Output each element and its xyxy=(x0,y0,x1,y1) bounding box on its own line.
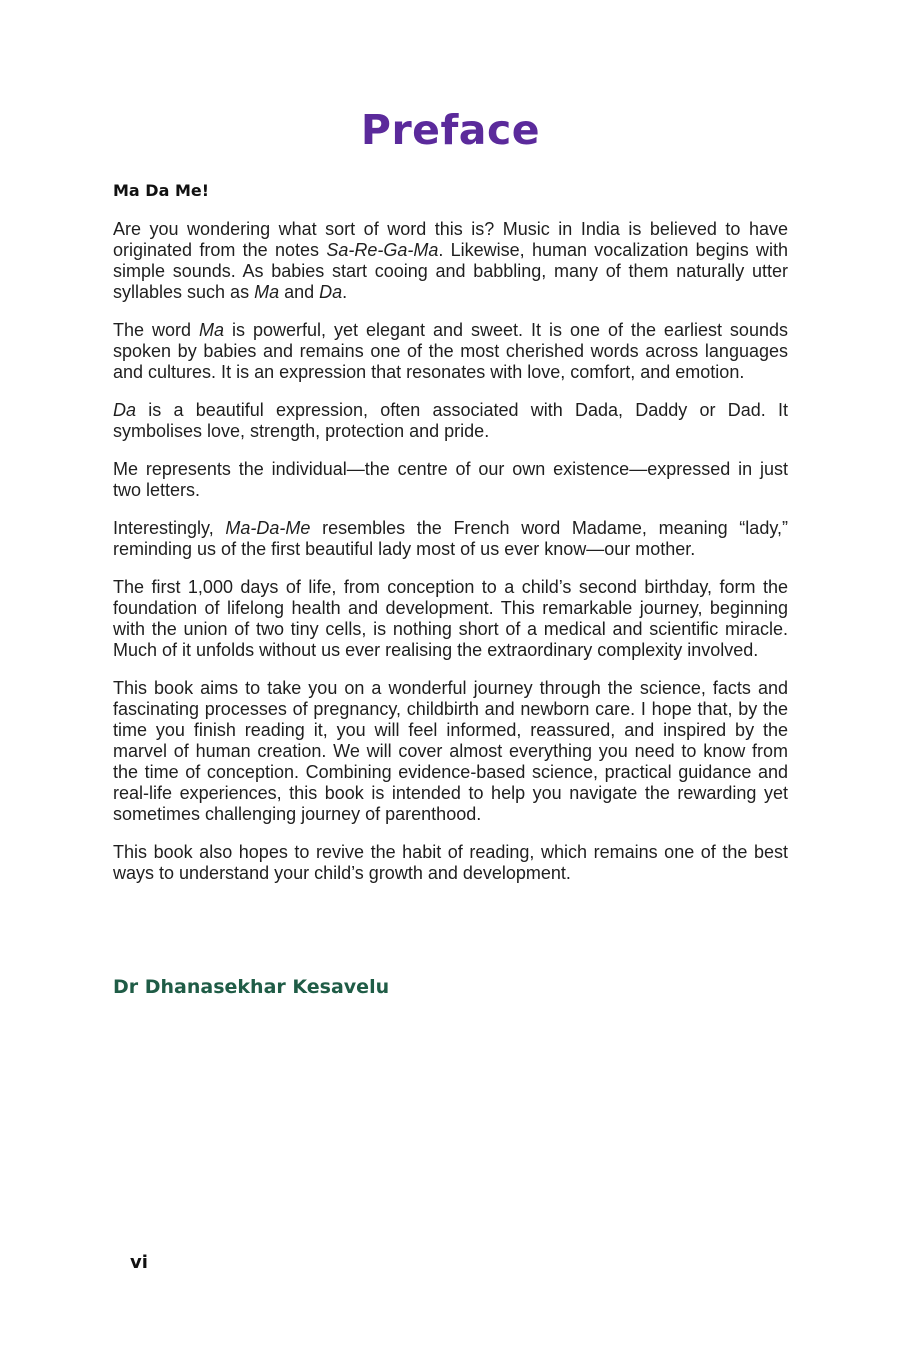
text-run: The word xyxy=(113,320,199,340)
body-paragraph xyxy=(113,842,788,884)
text-run: Interestingly, xyxy=(113,518,226,538)
body-paragraph xyxy=(113,678,788,825)
body-paragraph xyxy=(113,518,788,560)
body-paragraph xyxy=(113,219,788,303)
preface-body xyxy=(113,219,788,901)
text-run: The first 1,000 days of life, from conception to a child’s second birthday, form the foundation of lifelong health and development. This remarkable journey, beginning with the union of two tiny cells, is nothing short of a medical and scientific miracle. Much of it unfolds without us ever realising the extraordinary complexity involved. xyxy=(113,577,788,660)
section-subheading: Ma Da Me! xyxy=(113,181,210,200)
text-run: Are you wondering what sort of word this is? Music in India is believed to have originated from the notes xyxy=(113,219,788,260)
page-title: Preface xyxy=(360,106,541,154)
body-paragraph xyxy=(113,400,788,442)
text-run: Me represents the individual—the centre of our own existence—expressed in just two letters. xyxy=(113,459,788,500)
text-run: and xyxy=(279,282,320,302)
text-run: . xyxy=(342,282,348,302)
body-paragraph xyxy=(113,577,788,661)
text-run: is a beautiful expression, often associated with Dada, Daddy or Dad. It symbolises love, strength, protection and pride. xyxy=(113,400,788,441)
italic-term: Ma-Da-Me xyxy=(225,518,311,538)
italic-term: Ma xyxy=(198,320,224,340)
text-run: This book aims to take you on a wonderful journey through the science, facts and fascinating processes of pregnancy, childbirth and newborn care. I hope that, by the time you finish reading it, you will feel informed, reassured, and inspired by the marvel of human creation. We will cover almost everything you need to know from the time of conception. Combining evidence-based science, practical guidance and real-life experiences, this book is intended to help you navigate the rewarding yet sometimes challenging journey of parenthood. xyxy=(113,678,788,824)
page-number: vi xyxy=(130,1252,148,1273)
text-run: resembles the French word Madame, meaning “lady,” reminding us of the first beautiful lady most of us ever know—our mother. xyxy=(113,518,788,559)
author-signature: Dr Dhanasekhar Kesavelu xyxy=(113,976,390,998)
italic-term: Da xyxy=(319,282,343,302)
italic-term: Ma xyxy=(254,282,280,302)
body-paragraph xyxy=(113,320,788,383)
text-run: is powerful, yet elegant and sweet. It is one of the earliest sounds spoken by babies and remains one of the most cherished words across languages and cultures. It is an expression that resonates with love, comfort, and emotion. xyxy=(113,320,788,382)
body-paragraph xyxy=(113,459,788,501)
text-run: This book also hopes to revive the habit of reading, which remains one of the best ways to understand your child’s growth and development. xyxy=(113,842,788,883)
italic-term: Sa-Re-Ga-Ma xyxy=(326,240,439,260)
text-run: . Likewise, human vocalization begins with simple sounds. As babies start cooing and babbling, many of them naturally utter syllables such as xyxy=(113,240,788,302)
italic-term: Da xyxy=(113,400,137,420)
